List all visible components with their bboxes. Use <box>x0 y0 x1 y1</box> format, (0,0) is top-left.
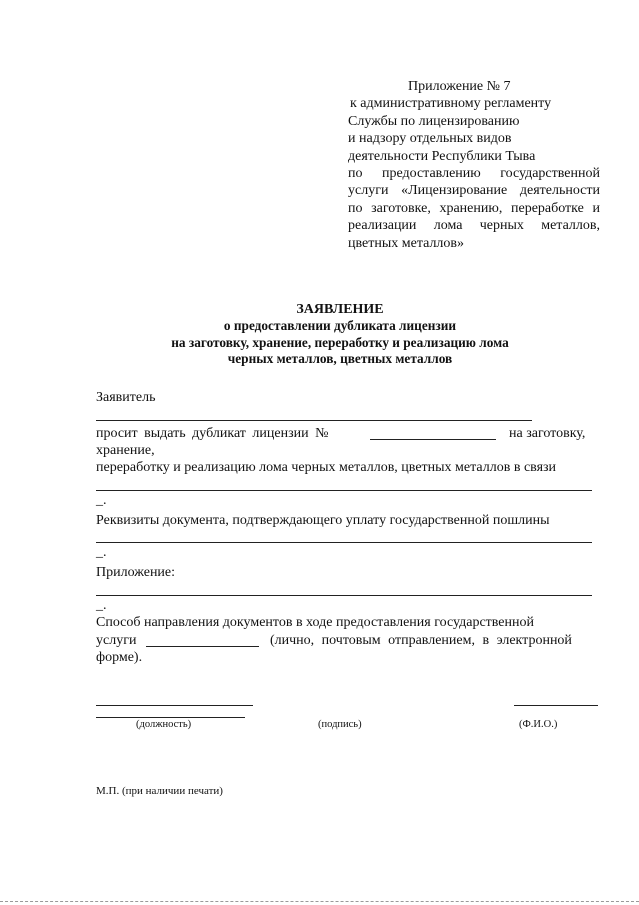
appendix-line: и надзору отдельных видов <box>348 131 512 147</box>
appendix-line: услуги «Лицензирование деятельности <box>348 183 600 199</box>
name-line[interactable] <box>514 705 598 706</box>
appendix-line: Службы по лицензированию <box>348 113 520 129</box>
appendix-line: к административному регламенту <box>350 96 552 112</box>
method-form-text: форме). <box>96 650 143 665</box>
title-main: ЗАЯВЛЕНИЕ <box>296 302 384 317</box>
request-text-line3: переработку и реализацию лома черных металлов, цветных металлов в связи <box>96 460 557 475</box>
appendix-number: Приложение № 7 <box>408 79 511 94</box>
title-line: о предоставлении дубликата лицензии <box>223 318 457 334</box>
title-line: на заготовку, хранение, переработку и реализацию лома <box>171 334 509 350</box>
position-caption: (должность) <box>136 719 192 730</box>
document-title <box>80 302 600 367</box>
applicant-line[interactable] <box>96 420 532 421</box>
scan-edge-divider <box>0 901 639 902</box>
method-label: Способ направления документов в ходе предоставления государственной <box>96 615 534 630</box>
appendix-block <box>348 78 600 252</box>
position-line-2[interactable] <box>96 717 245 718</box>
underscore-mark: _. <box>96 545 107 560</box>
underscore-mark: _. <box>96 598 107 613</box>
appendix-line: по предоставлению государственной <box>348 166 600 182</box>
request-text-line2: хранение, <box>96 443 155 458</box>
name-caption: (Ф.И.О.) <box>519 719 558 730</box>
appendix-line: цветных металлов» <box>348 235 465 251</box>
position-line-1[interactable] <box>96 705 253 706</box>
appendix-line: деятельности Республики Тыва <box>348 148 536 164</box>
method-services-label: услуги <box>96 633 137 648</box>
appendix-line: реализации лома черных металлов, <box>348 218 600 234</box>
signature-caption: (подпись) <box>318 719 362 730</box>
reason-line[interactable] <box>96 490 592 491</box>
attachment-line[interactable] <box>96 595 592 596</box>
requisites-line[interactable] <box>96 542 592 543</box>
license-number-line[interactable] <box>370 439 496 440</box>
request-text: просит выдать дубликат лицензии № <box>96 426 329 441</box>
request-text-cont: на заготовку, <box>509 426 586 441</box>
method-line[interactable] <box>146 646 259 647</box>
attachment-label: Приложение: <box>96 565 176 580</box>
requisites-label: Реквизиты документа, подтверждающего уплату государственной пошлины <box>96 513 550 528</box>
method-options: (лично, почтовым отправлением, в электронной <box>270 633 572 648</box>
underscore-mark: _. <box>96 493 107 508</box>
title-line: черных металлов, цветных металлов <box>227 350 453 366</box>
appendix-line: по заготовке, хранению, переработке и <box>348 200 600 216</box>
stamp-note: М.П. (при наличии печати) <box>96 785 223 797</box>
applicant-label: Заявитель <box>96 390 156 405</box>
